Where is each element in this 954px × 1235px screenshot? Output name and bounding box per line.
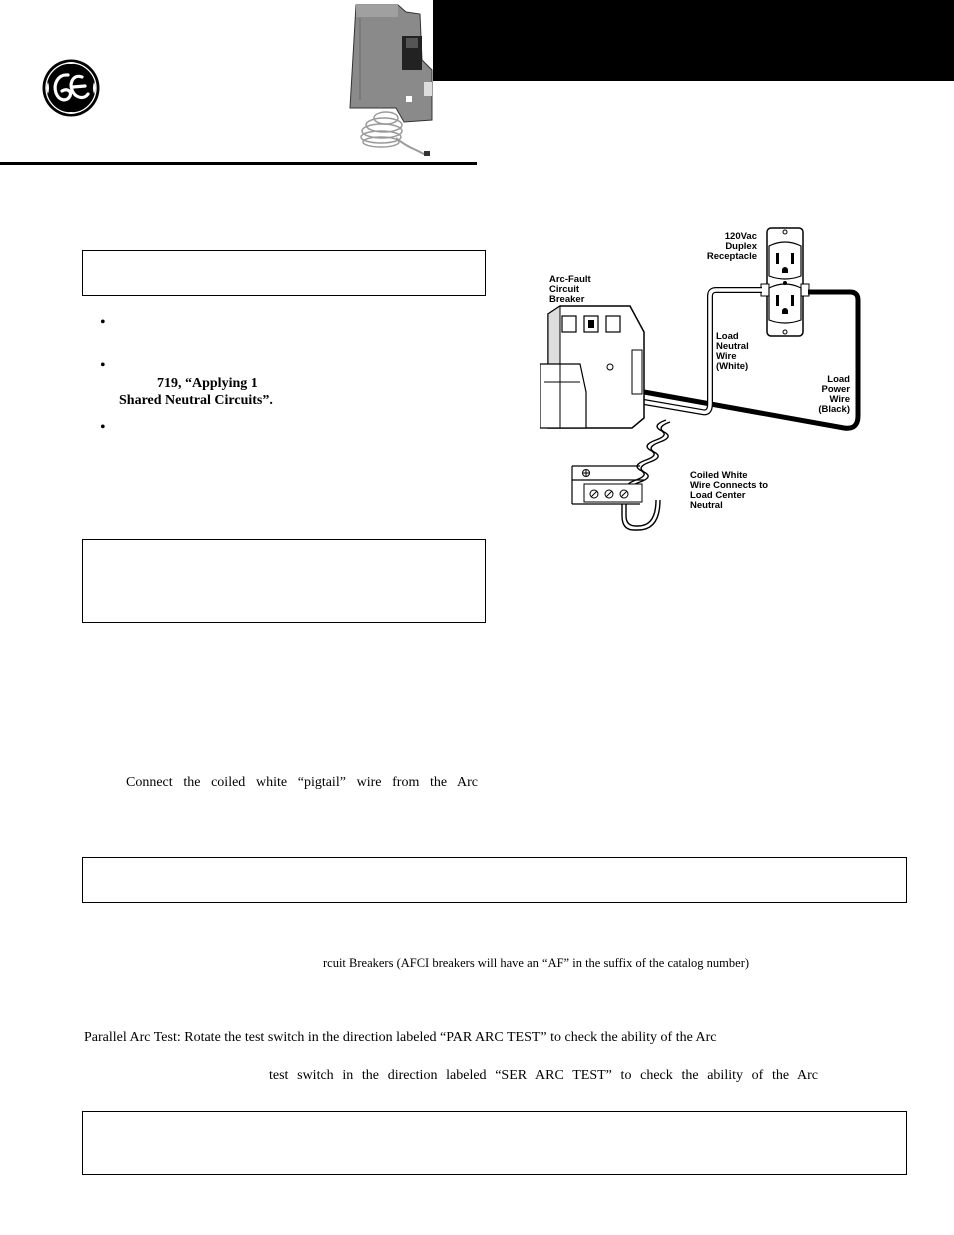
receptacle-label: 120Vac Duplex Receptacle [706, 231, 757, 262]
notice-box-4 [82, 1111, 907, 1175]
duplex-receptacle-icon [761, 228, 809, 336]
breaker-product-image [340, 0, 435, 162]
header-title-bar [433, 0, 954, 81]
neutral-wire-label: Load Neutral Wire (White) [716, 331, 749, 372]
neutral-bar-icon [572, 466, 644, 504]
breaker-label: Arc-Fault Circuit Breaker [549, 274, 591, 305]
ge-logo-icon [41, 58, 101, 118]
bullet-2-line-b: Shared Neutral Circuits”. [119, 393, 273, 408]
pigtail-label: Coiled White Wire Connects to Load Center Neutral [690, 470, 769, 511]
notice-box-2 [82, 539, 486, 623]
afci-suffix-note: rcuit Breakers (AFCI breakers will have an “AF” in the suffix of the catalog number) [323, 956, 750, 970]
bullet-2: • [100, 357, 106, 374]
bullet-2-line-a: 719, “Applying 1 [157, 376, 258, 391]
parallel-arc-test-text: Parallel Arc Test: Rotate the test switch in the direction labeled “PAR ARC TEST” to check the ability of the Arc [84, 1030, 717, 1045]
notice-box-1 [82, 250, 486, 296]
connect-pigtail-text: Connect the coiled white “pigtail” wire from the Arc [126, 775, 478, 790]
bullet-3: • [100, 419, 106, 436]
bullet-1: • [100, 314, 106, 331]
notice-box-3 [82, 857, 907, 903]
header-rule [0, 162, 477, 165]
power-wire-label: Load Power Wire (Black) [818, 374, 850, 415]
arc-fault-breaker-icon [540, 306, 644, 428]
series-arc-test-text: test switch in the direction labeled “SER ARC TEST” to check the ability of the Arc [269, 1068, 818, 1083]
